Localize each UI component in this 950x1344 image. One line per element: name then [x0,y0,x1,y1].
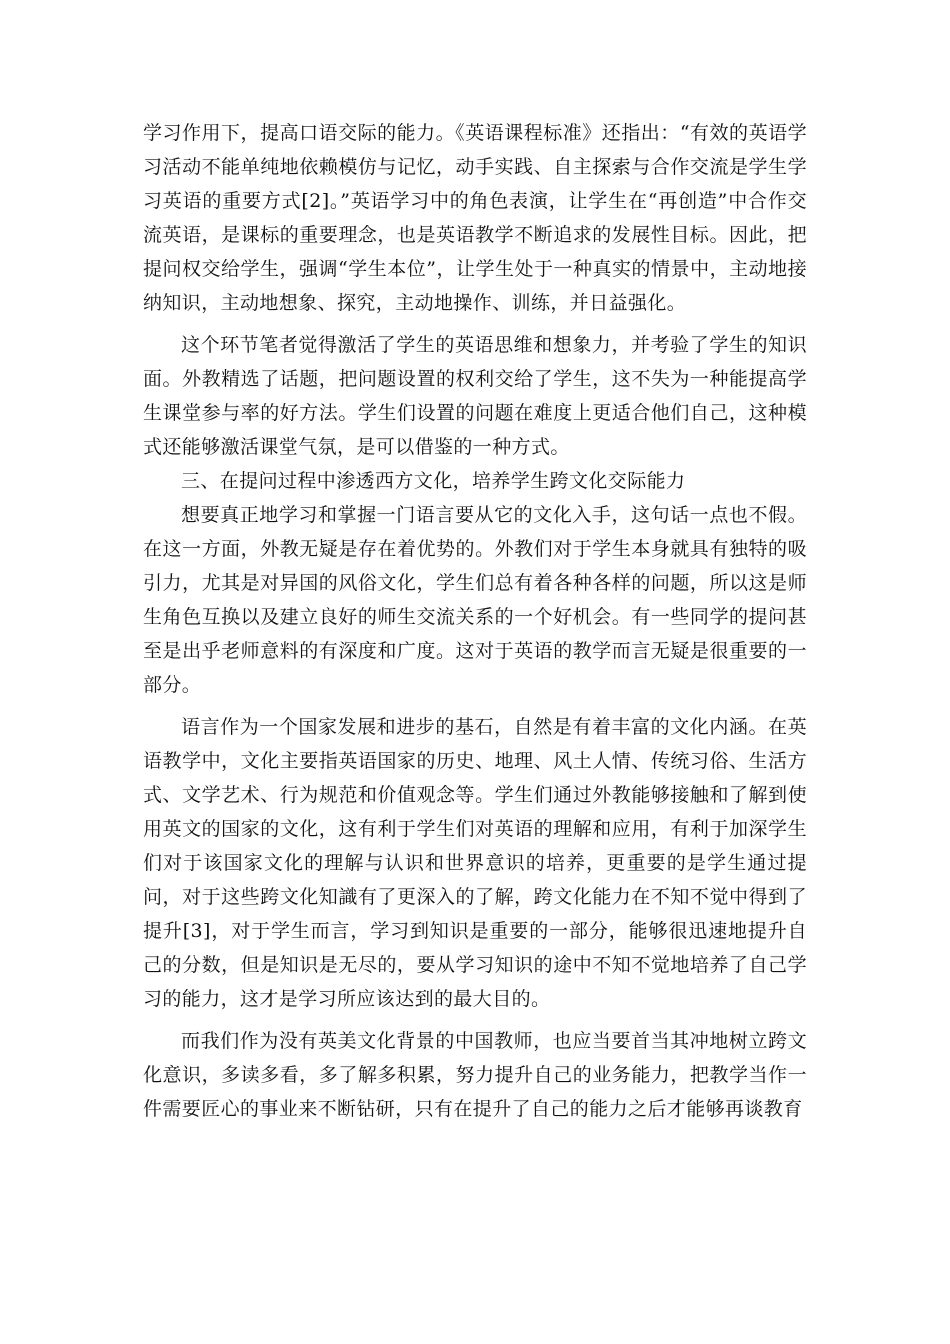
document-body [143,116,807,1126]
section-heading: 三、在提问过程中渗透西方文化，培养学生跨文化交际能力 [181,470,686,492]
paragraph-culture-entry: 想要真正地学习和掌握一门语言要从它的文化入手，这句话一点也不假。在这一方面，外教无疑是存在着优势的。外教们对于学生本身就具有独特的吸引力，尤其是对异国的风俗文化，学生们总有着各种各样的问题，所以这是师生角色互换以及建立良好的师生交流关系的一个好机会。有一些同学的提问甚至是出乎老师意料的有深度和广度。这对于英语的教学而言无疑是很重要的一部分。 [143,504,807,696]
paragraph-language-culture: 语言作为一个国家发展和进步的基石，自然是有着丰富的文化内涵。在英语教学中，文化主要指英语国家的历史、地理、风土人情、传统习俗、生活方式、文学艺术、行为规范和价值观念等。学生们通过外教能够接触和了解到使用英文的国家的文化，这有利于学生们对英语的理解和应用，有利于加深学生们对于该国家文化的理解与认识和世界意识的培养，更重要的是学生通过提问，对于这些跨文化知識有了更深入的了解，跨文化能力在不知不觉中得到了提升[3]，对于学生而言，学习到知识是重要的一部分，能够很迅速地提升自己的分数，但是知识是无尽的，要从学习知识的途中不知不觉地培养了自己学习的能力，这才是学习所应该达到的最大目的。 [143,716,807,1010]
paragraph-continuation: 学习作用下，提高口语交际的能力。《英语课程标准》还指出：“有效的英语学习活动不能单纯地依赖模仿与记忆，动手实践、自主探索与合作交流是学生学习英语的重要方式[2]。”英语学习中的角色表演，让学生在“再创造”中合作交流英语，是课标的重要理念，也是英语教学不断追求的发展性目标。因此，把提问权交给学生，强调“学生本位”，让学生处于一种真实的情景中，主动地接纳知识，主动地想象、探究，主动地操作、训练，并日益强化。 [143,122,807,314]
paragraph-reflection: 这个环节笔者觉得激活了学生的英语思维和想象力，并考验了学生的知识面。外教精选了话题，把问题设置的权利交给了学生，这不失为一种能提高学生课堂参与率的好方法。学生们设置的问题在难度上更适合他们自己，这种模式还能够激活课堂气氛，是可以借鉴的一种方式。 [143,334,807,458]
paragraph-teacher-awareness: 而我们作为没有英美文化背景的中国教师，也应当要首当其冲地树立跨文化意识，多读多看，多了解多积累，努力提升自己的业务能力，把教学当作一件需要匠心的事业来不断钻研，只有在提升了自己的能力之后才能够再谈教育 [143,1030,807,1120]
